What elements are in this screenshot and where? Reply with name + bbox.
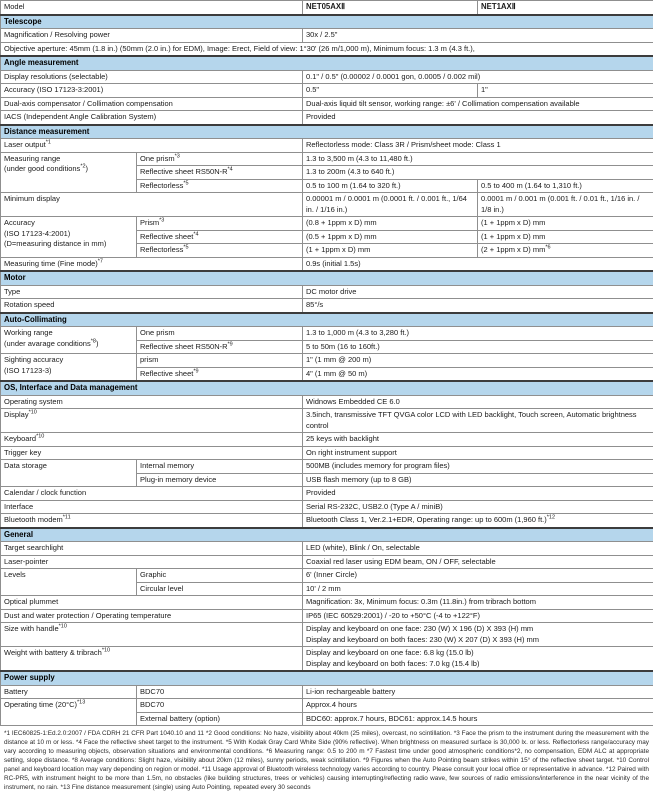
row-magnification [1, 29, 653, 43]
section-header-general: General [1, 528, 653, 542]
label-weight: Weight with battery & tribrach$^{*10}$ [1, 647, 303, 672]
value-measuring-time: 0.9s (initial 1.5s) [303, 257, 653, 271]
sublabel-prism: Prism$^{*3}$ [137, 217, 303, 231]
label-interface: Interface [1, 500, 303, 514]
model-header-row [1, 1, 653, 15]
value-objective-aperture: Objective aperture: 45mm (1.8 in.) (50mm (2.0 in.) for EDM), Image: Erect, Field of view: 1°30' (26 m/1,000 m), Minimum focus: 1.3 m (4.3 ft.), [1, 42, 653, 56]
value-sighting-accuracy-reflective-sheet: 4" (1 mm @ 50 m) [303, 367, 653, 381]
footnote-ref: *13 [77, 700, 85, 706]
footnote-ref: *5 [183, 245, 188, 251]
value-range-one-prism: 1.3 to 3,500 m (4.3 to 11,480 ft.) [303, 152, 653, 166]
label-keyboard: Keyboard$^{*10}$ [1, 433, 303, 447]
label-operating-system: Operating system [1, 395, 303, 409]
section-header-os-interface: OS, Interface and Data management [1, 381, 653, 395]
label-edm-accuracy: Accuracy (ISO 17123-4:2001) (D=measuring distance in mm) [1, 217, 137, 258]
row-operating-system [1, 395, 653, 409]
label-optical-plummet: Optical plummet [1, 596, 303, 610]
row-dust-water-protection [1, 609, 653, 623]
sublabel-plug-in-memory: Plug-in memory device [137, 473, 303, 487]
section-header-distance-measurement: Distance measurement [1, 125, 653, 139]
label-battery: Battery [1, 685, 137, 699]
value-iacs: Provided [303, 111, 653, 125]
footnote-ref: *9 [228, 341, 233, 347]
row-battery [1, 685, 653, 699]
value-size-with-handle: Display and keyboard on one face: 230 (W) X 196 (D) X 393 (H) mm Display and keyboard on both faces: 230 (W) X 207 (D) X 393 (H) mm [303, 623, 653, 647]
row-angle-accuracy [1, 84, 653, 98]
value-accuracy-reflectorless-net05: (1 + 1ppm x D) mm [303, 244, 478, 258]
section-header-power-supply: Power supply [1, 671, 653, 685]
sublabel-reflectorless: Reflectorless$^{*5}$ [137, 179, 303, 193]
sublabel-reflectorless: Reflectorless$^{*5}$ [137, 244, 303, 258]
value-interface: Serial RS-232C, USB2.0 (Type A / miniB) [303, 500, 653, 514]
sublabel-reflective-sheet-rs50n: Reflective sheet $RS50N-R^{*9}$ [137, 340, 303, 354]
label-size-with-handle: Size with handle$^{*10}$ [1, 623, 303, 647]
value-operating-time-bdc70: Approx.4 hours [303, 699, 653, 713]
row-rotation-speed [1, 299, 653, 313]
value-dust-water-protection: IP65 (IEC 60529:2001) / -20 to +50°C (-4 to +122°F) [303, 609, 653, 623]
value-target-searchlight: LED (white), Blink / On, selectable [303, 542, 653, 556]
value-internal-memory: 500MB (includes memory for program files) [303, 460, 653, 474]
value-minimum-display-net1: 0.0001 m / 0.001 m (0.001 ft. / 0.01 ft., 1/16 in. / 1/8 in.) [478, 193, 653, 217]
footnote-ref: *7 [98, 258, 103, 264]
footnote-ref: *5 [183, 180, 188, 186]
value-accuracy-sheet-net1: (1 + 1ppm x D) mm [478, 230, 653, 244]
footnote-ref: *4 [228, 167, 233, 173]
label-trigger-key: Trigger key [1, 446, 303, 460]
footnote-ref: *6 [545, 245, 550, 251]
value-levels-circular: 10' / 2 mm [303, 582, 653, 596]
value-laser-pointer: Coaxial red laser using EDM beam, ON / OFF, selectable [303, 555, 653, 569]
sublabel-internal-memory: Internal memory [137, 460, 303, 474]
label-laser-output: Laser output$^{*1}$ [1, 139, 303, 153]
value-plug-in-memory: USB flash memory (up to 8 GB) [303, 473, 653, 487]
label-magnification: Magnification / Resolving power [1, 29, 303, 43]
label-data-storage: Data storage [1, 460, 137, 487]
value-trigger-key: On right instrument support [303, 446, 653, 460]
row-keyboard [1, 433, 653, 447]
footnote-ref: *3 [175, 153, 180, 159]
row-data-storage-internal [1, 460, 653, 474]
value-display-resolutions: 0.1" / 0.5" (0.00002 / 0.0001 gon, 0.0005 / 0.002 mil) [303, 70, 653, 84]
row-operating-time-bdc70 [1, 699, 653, 713]
model-net1axii: NET1AXⅡ [478, 1, 653, 15]
row-measuring-range-one-prism [1, 152, 653, 166]
value-accuracy-prism-net1: (1 + 1ppm x D) mm [478, 217, 653, 231]
label-motor-type: Type [1, 285, 303, 299]
value-display: 3.5inch, transmissive TFT QVGA color LCD with LED backlight, Touch screen, Automatic brightness control [303, 409, 653, 433]
row-laser-pointer [1, 555, 653, 569]
value-angle-accuracy-net1: 1" [478, 84, 653, 98]
sublabel-external-battery: External battery (option) [137, 712, 303, 726]
value-rotation-speed: 85°/s [303, 299, 653, 313]
label-display-resolutions: Display resolutions (selectable) [1, 70, 303, 84]
value-magnification: 30x / 2.5" [303, 29, 653, 43]
value-range-reflectorless-net1: 0.5 to 400 m (1.64 to 1,310 ft.) [478, 179, 653, 193]
label-levels: Levels [1, 569, 137, 596]
sublabel-one-prism: One prism [137, 327, 303, 341]
value-optical-plummet: Magnification: 3x, Minimum focus: 0.3m (11.8in.) from tribrach bottom [303, 596, 653, 610]
section-header-motor: Motor [1, 271, 653, 285]
row-optical-plummet [1, 596, 653, 610]
row-working-range-one-prism [1, 327, 653, 341]
label-laser-pointer: Laser-pointer [1, 555, 303, 569]
footnote-ref: *4 [193, 231, 198, 237]
sublabel-reflective-sheet: Reflective sheet$^{*9}$ [137, 367, 303, 381]
value-weight: Display and keyboard on one face: 6.8 kg (15.0 lb) Display and keyboard on both faces: 7.0 kg (15.4 lb) [303, 647, 653, 672]
label-dust-water-protection: Dust and water protection / Operating temperature [1, 609, 303, 623]
label-target-searchlight: Target searchlight [1, 542, 303, 556]
label-angle-accuracy: Accuracy (ISO 17123-3:2001) [1, 84, 303, 98]
row-target-searchlight [1, 542, 653, 556]
row-display [1, 409, 653, 433]
footnote-ref: *1 [46, 140, 51, 146]
value-range-reflectorless-net05: 0.5 to 100 m (1.64 to 320 ft.) [303, 179, 478, 193]
footnote-ref: *9 [193, 368, 198, 374]
label-bluetooth-modem: Bluetooth modem$^{*11}$ [1, 514, 303, 528]
label-working-range: Working range (under avarage conditions$^{*8}$) [1, 327, 137, 354]
value-accuracy-prism-net05: (0.8 + 1ppm x D) mm [303, 217, 478, 231]
label-iacs: IACS (Independent Angle Calibration System) [1, 111, 303, 125]
value-minimum-display-net05: 0.00001 m / 0.0001 m (0.0001 ft. / 0.001 ft., 1/64 in. / 1/16 in.) [303, 193, 478, 217]
label-compensator: Dual-axis compensator / Collimation compensation [1, 97, 303, 111]
value-compensator: Dual-axis liquid tilt sensor, working range: ±6' / Collimation compensation available [303, 97, 653, 111]
label-minimum-display: Minimum display [1, 193, 303, 217]
sublabel-bdc70: BDC70 [137, 699, 303, 713]
value-calendar-clock: Provided [303, 487, 653, 501]
value-accuracy-sheet-net05: (0.5 + 1ppm x D) mm [303, 230, 478, 244]
label-rotation-speed: Rotation speed [1, 299, 303, 313]
value-levels-graphic: 6' (Inner Circle) [303, 569, 653, 583]
row-iacs [1, 111, 653, 125]
footnote-ref: *2 [80, 164, 85, 170]
footnote-ref: *3 [159, 218, 164, 224]
value-laser-output: Reflectorless mode: Class 3R / Prism/sheet mode: Class 1 [303, 139, 653, 153]
sublabel-circular-level: Circular level [137, 582, 303, 596]
footnote-ref: *11 [63, 515, 71, 521]
value-range-reflective-sheet: 1.3 to 200m (4.3 to 640 ft.) [303, 166, 653, 180]
value-bluetooth-modem: Bluetooth Class 1, Ver.2.1+EDR, Operating range: up to 600m (1,960 ft.)$^{*12}$ [303, 514, 653, 528]
row-edm-accuracy-prism [1, 217, 653, 231]
footnote-ref: *10 [36, 434, 44, 440]
row-laser-output [1, 139, 653, 153]
row-weight [1, 647, 653, 672]
row-minimum-display [1, 193, 653, 217]
row-sighting-accuracy-prism [1, 354, 653, 368]
value-angle-accuracy-net05: 0.5" [303, 84, 478, 98]
row-motor-type [1, 285, 653, 299]
sublabel-graphic: Graphic [137, 569, 303, 583]
label-measuring-range: Measuring range (under good conditions$^{*2}$) [1, 152, 137, 193]
sublabel-bdc70: BDC70 [137, 685, 303, 699]
row-bluetooth-modem [1, 514, 653, 528]
section-header-telescope: Telescope [1, 15, 653, 29]
section-header-auto-collimating: Auto-Collimating [1, 313, 653, 327]
footnote-ref: *8 [91, 338, 96, 344]
footnote-ref: *10 [29, 410, 37, 416]
row-measuring-time [1, 257, 653, 271]
label-calendar-clock: Calendar / clock function [1, 487, 303, 501]
footnote-ref: *10 [102, 648, 110, 654]
footnotes: *1 IEC60825-1:Ed.2.0:2007 / FDA CDRH 21 CFR Part 1040.10 and 11 *2 Good conditions: No haze, visibility about 40km (25 miles), overcast, no scintillation. *3 Face the prism to the instrument during the measurement with the distance at 10 m or less. *4 Face the reflective sheet target to the instrument. *5 With Kodak Gray Card White Side (90% reflective). When brightness on measured surface is 30,000 lx. or less. Reflectorless range/accuracy may vary according to measuring objects, observation situations and environmental conditions. *6 Measuring range: 0.5 to 200 m *7 Fastest time under good atmospheric conditions*2, no compensation, EDM ALC at appropriate setting, slope distance. *8 Average conditions: Slight haze, visibility about 20km (12 miles), sunny periods, weak scintillation. *9 Figures when the Auto Pointing beam strikes within 15° of the reflective sheet target. *10 Control panel and keyboard location may vary depending on region or model. *11 Usage approval of Bluetooth wireless technology varies according to country. Please consult your local office or representative in advance. *12 Paired with RC-PR5, with instrument height to be more than 1.5m, no obstacles (like building structures, trees or vehicles) causing interrupting/reflecting radio wave, few sources of radio emissions/interference in the near vicinity of the instrument, no rain. *13 Fine distance measurement (single) using Auto Pointing, repeated every 30 seconds [0, 726, 653, 794]
row-calendar-clock [1, 487, 653, 501]
value-sighting-accuracy-prism: 1" (1 mm @ 200 m) [303, 354, 653, 368]
value-working-range-one-prism: 1.3 to 1,000 m (4.3 to 3,280 ft.) [303, 327, 653, 341]
sublabel-one-prism: One prism$^{*3}$ [137, 152, 303, 166]
row-interface [1, 500, 653, 514]
model-label: Model [1, 1, 303, 15]
value-battery: Li-ion rechargeable battery [303, 685, 653, 699]
label-operating-time: Operating time $(20^\circ C)^{*13}$ [1, 699, 137, 726]
sublabel-reflective-sheet-rs50n: Reflective sheet $RS50N-R^{*4}$ [137, 166, 303, 180]
value-accuracy-reflectorless-net1: (2 + 1ppm x D) $mm^{*6}$ [478, 244, 653, 258]
section-header-angle-measurement: Angle measurement [1, 56, 653, 70]
value-operating-system: Widnows Embedded CE 6.0 [303, 395, 653, 409]
label-sighting-accuracy: Sighting accuracy (ISO 17123-3) [1, 354, 137, 382]
value-keyboard: 25 keys with backlight [303, 433, 653, 447]
row-objective-aperture [1, 42, 653, 56]
footnote-ref: *10 [59, 624, 67, 630]
sublabel-prism: prism [137, 354, 303, 368]
value-operating-time-external: BDC60: approx.7 hours, BDC61: approx.14.5 hours [303, 712, 653, 726]
label-display: Display$^{*10}$ [1, 409, 303, 433]
value-motor-type: DC motor drive [303, 285, 653, 299]
row-trigger-key [1, 446, 653, 460]
row-compensator [1, 97, 653, 111]
model-net05axii: NET05AXⅡ [303, 1, 478, 15]
sublabel-reflective-sheet: Reflective sheet$^{*4}$ [137, 230, 303, 244]
row-levels-graphic [1, 569, 653, 583]
footnote-ref: *12 [547, 515, 555, 521]
value-working-range-reflective-sheet: 5 to 50m (16 to 160ft.) [303, 340, 653, 354]
label-measuring-time: Measuring time (Fine mode)$^{*7}$ [1, 257, 303, 271]
row-display-resolutions [1, 70, 653, 84]
row-size-with-handle [1, 623, 653, 647]
